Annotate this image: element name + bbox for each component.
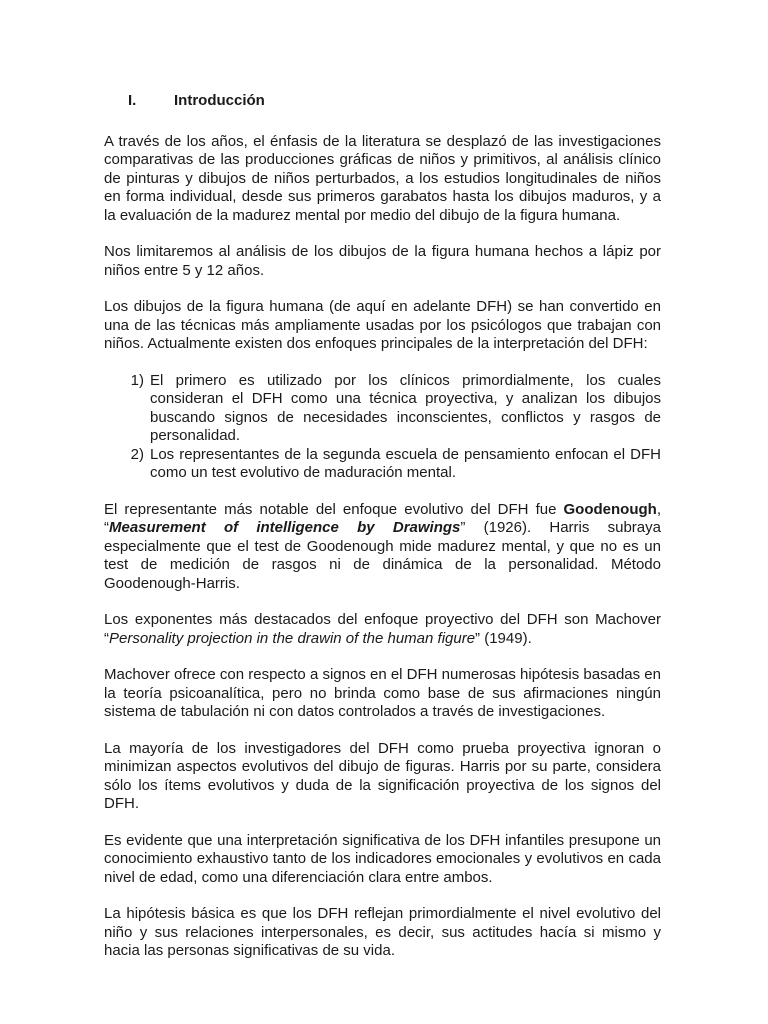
numbered-list <box>104 372 661 483</box>
book-title-goodenough: Measurement of intelligence by Drawings <box>109 519 461 536</box>
section-title: Introducción <box>174 92 265 109</box>
paragraph-3: Los dibujos de la figura humana (de aquí en adelante DFH) se han convertido en una de las técnicas más ampliamente usadas por los psicólogos que trabajan con niños. Actualmente existen dos enfoques principales de la interpretación del DFH: <box>104 298 661 352</box>
list-item <box>104 446 661 483</box>
paragraph-7: La mayoría de los investigadores del DFH como prueba proyectiva ignoran o minimizan aspectos evolutivos del dibujo de figuras. Harris por su parte, considera sólo los ítems evolutivos y duda de la significación proyectiva de los signos del DFH. <box>104 739 661 812</box>
paragraph-5-text-c: ” (1949). <box>475 629 532 647</box>
document-body <box>104 92 661 979</box>
list-item <box>104 372 661 446</box>
list-item-text: El primero es utilizado por los clínicos primordialmente, los cuales consideran el DFH como una técnica proyectiva, y analizan los dibujos buscando signos de necesidades inconscientes, conflictos y rasgos de personalidad. <box>150 371 661 444</box>
list-item-text: Los representantes de la segunda escuela de pensamiento enfocan el DFH como un test evolutivo de maduración mental. <box>150 445 661 481</box>
paragraph-8: Es evidente que una interpretación significativa de los DFH infantiles presupone un conocimiento exhaustivo tanto de los indicadores emocionales y evolutivos en cada nivel de edad, como una diferenciación clara entre ambos. <box>104 831 661 886</box>
paragraph-4-text-c: , “ <box>104 500 661 536</box>
paragraph-4-text-a: El representante más notable del enfoque evolutivo del DFH fue <box>104 500 564 518</box>
paragraph-6: Machover ofrece con respecto a signos en el DFH numerosas hipótesis basadas en la teoría psicoanalítica, pero no brinda como base de sus afirmaciones ningún sistema de tabulación ni con datos controlados a través de investigaciones. <box>104 666 661 720</box>
section-number: I. <box>128 92 137 109</box>
book-title-machover: Personality projection in the drawin of the human figure <box>109 629 476 647</box>
author-goodenough: Goodenough <box>563 500 657 518</box>
paragraph-1: A través de los años, el énfasis de la literatura se desplazó de las investigaciones comparativas de las producciones gráficas de niños y primitivos, al análisis clínico de pinturas y dibujos de niños perturbados, a los estudios longitudinales de niños en forma individual, desde sus primeros garabatos hasta los dibujos maduros, y a la evaluación de la madurez mental por medio del dibujo de la figura humana. <box>104 132 661 224</box>
list-item-number: 2) <box>130 445 144 463</box>
paragraph-4 <box>104 501 661 594</box>
list-item-number: 1) <box>130 371 144 389</box>
paragraph-2: Nos limitaremos al análisis de los dibujos de la figura humana hechos a lápiz por niños entre 5 y 12 años. <box>104 243 661 279</box>
paragraph-4-text-e: ” (1926). Harris subraya especialmente que el test de Goodenough mide madurez mental, y que no es un test de medición de rasgos ni de dinámica de la personalidad. Método Goodenough-Harris. <box>104 519 661 592</box>
paragraph-9: La hipótesis básica es que los DFH reflejan primordialmente el nivel evolutivo del niño y sus relaciones interpersonales, es decir, sus actitudes hacía si mismo y hacia las personas significativas de su vida. <box>104 905 661 959</box>
paragraph-5 <box>104 611 661 648</box>
paragraph-5-text-a: Los exponentes más destacados del enfoque proyectivo del DFH son Machover “ <box>104 611 661 647</box>
section-heading <box>104 92 661 111</box>
